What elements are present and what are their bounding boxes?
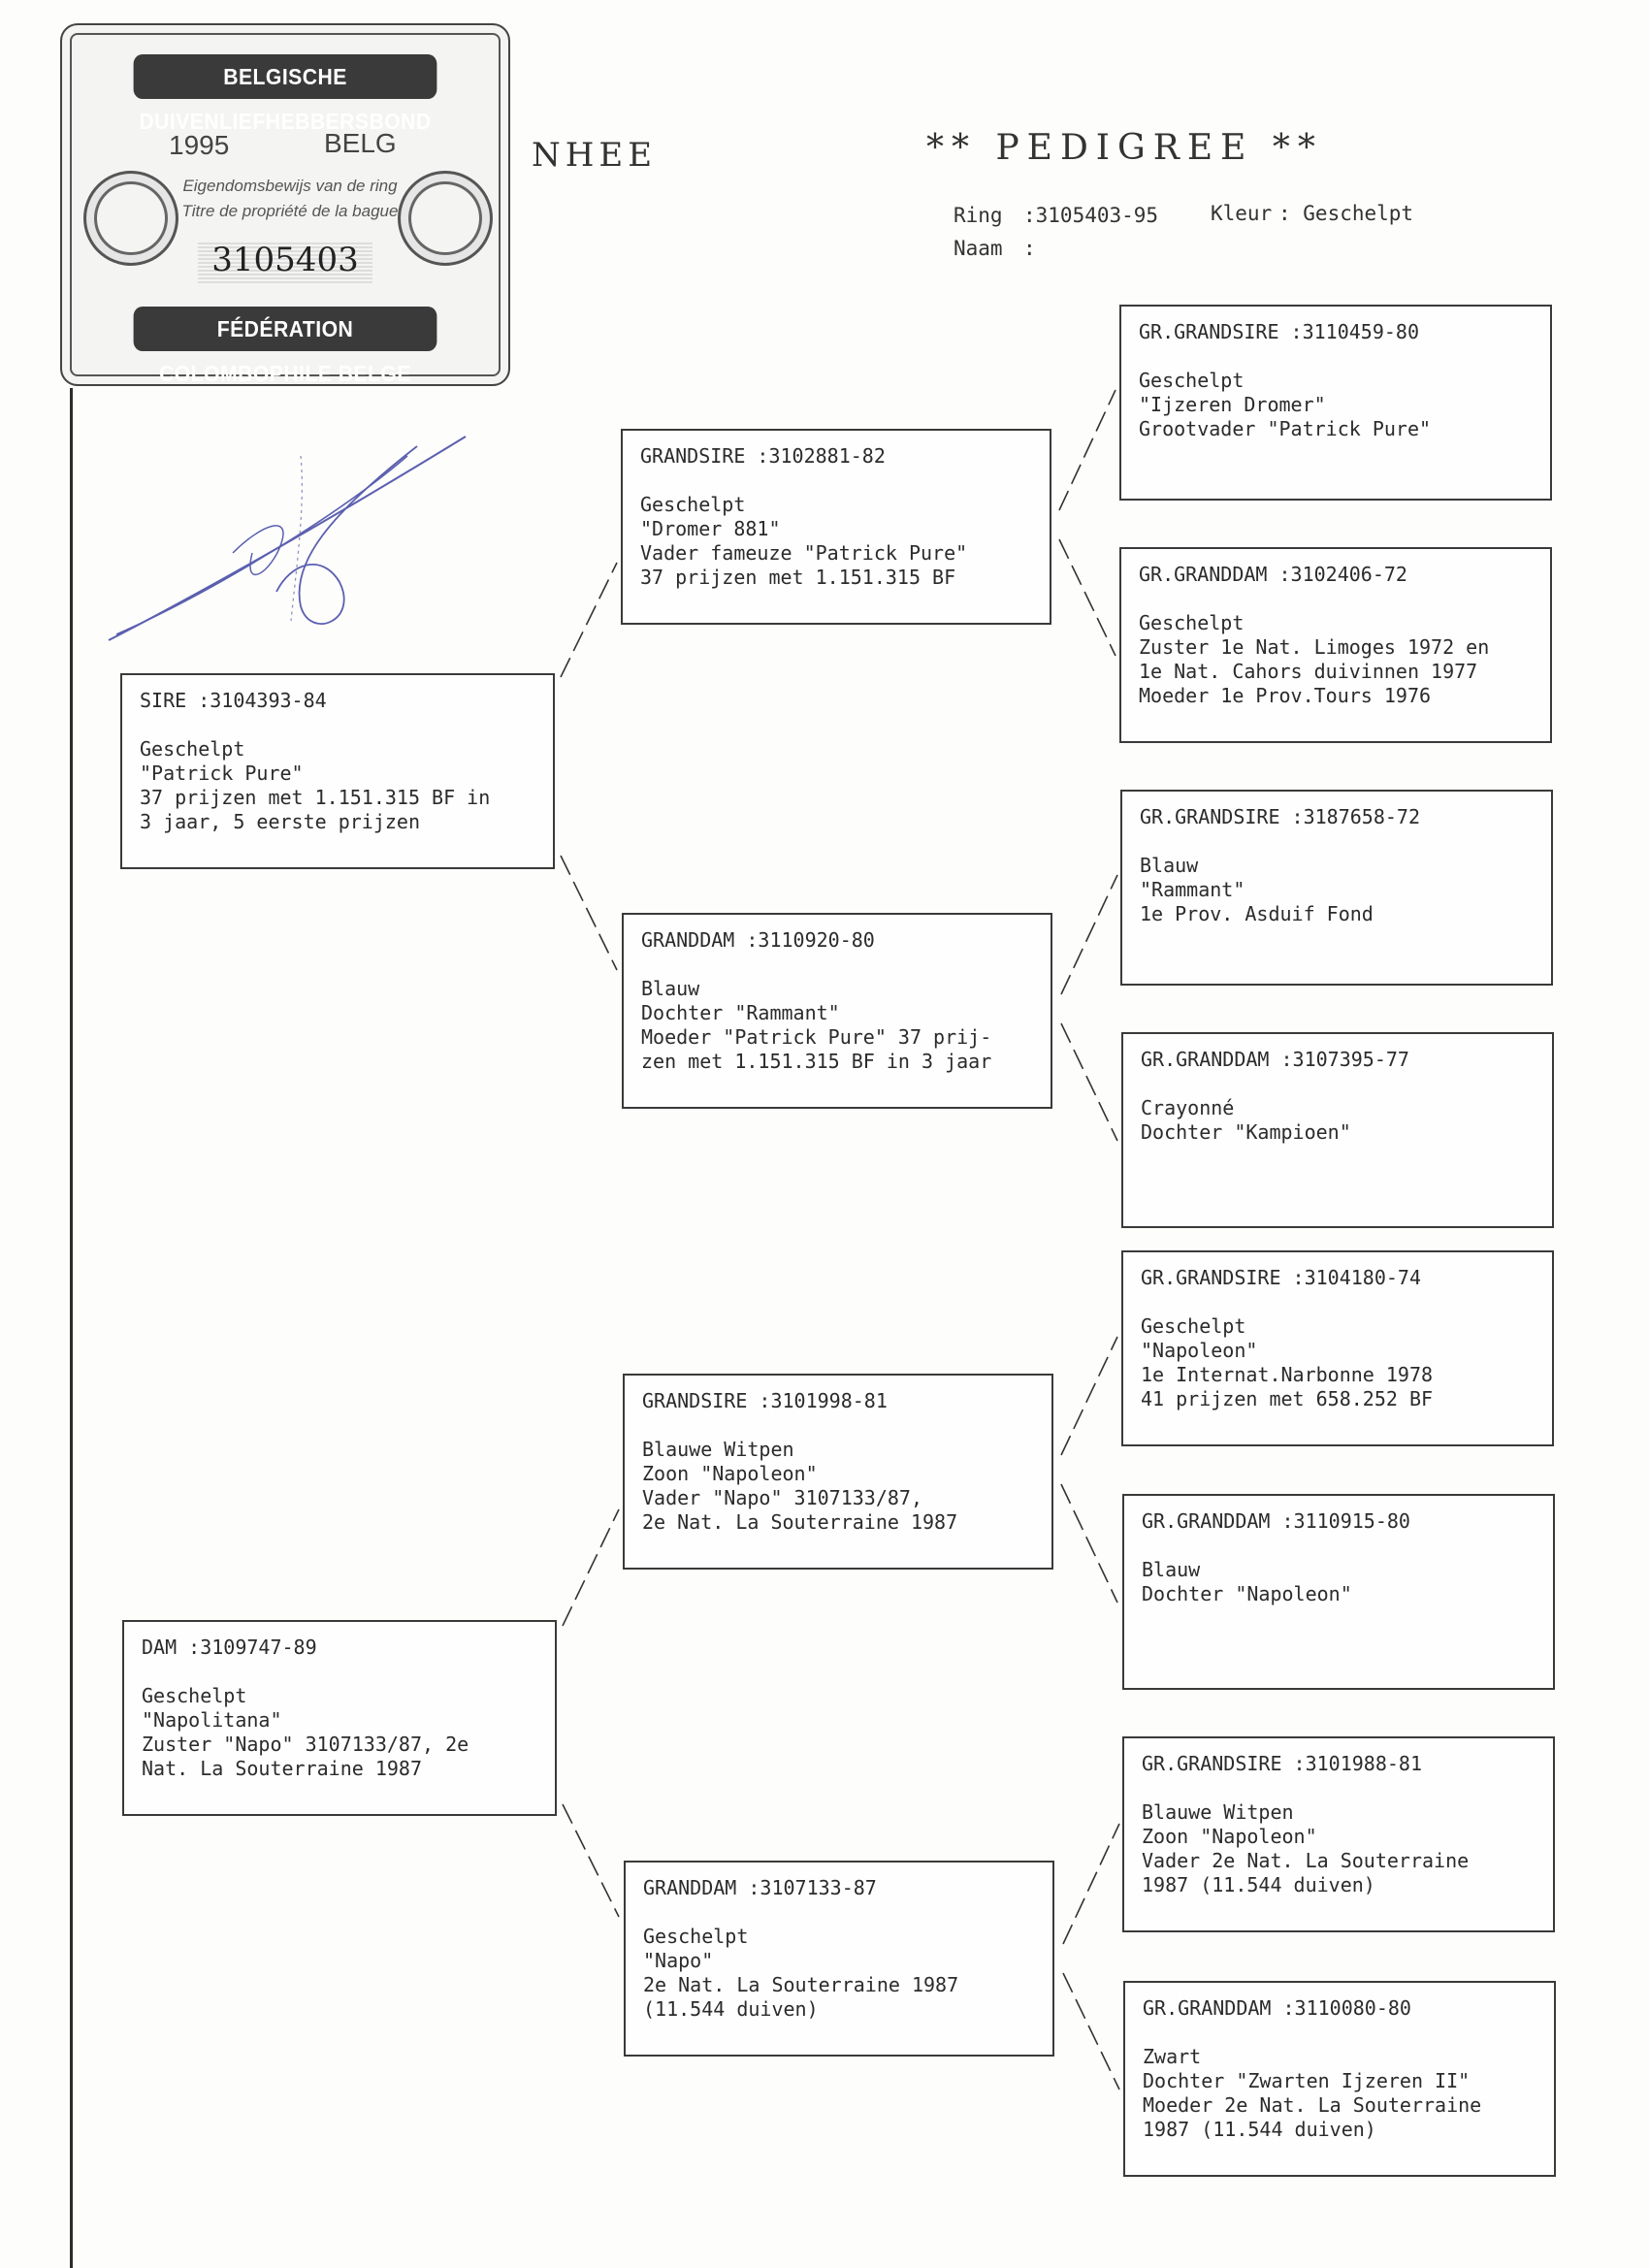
great-grandparent-line: 1e Prov. Asduif Fond: [1140, 902, 1374, 925]
granddam-line: Dochter "Rammant": [641, 1001, 840, 1024]
great-granddam-card: [1119, 547, 1552, 743]
granddam-line: Blauw: [641, 977, 700, 1000]
great-grandparent-line: Zoon "Napoleon": [1142, 1825, 1317, 1848]
great-grandparent-head: GR.GRANDSIRE :3104180-74: [1141, 1266, 1421, 1289]
grandsire-head: GRANDSIRE :3101998-81: [642, 1389, 888, 1412]
certificate-bottom-banner: FÉDÉRATION COLOMBOPHILE BELGE: [134, 307, 437, 351]
granddam-line: zen met 1.151.315 BF in 3 jaar: [641, 1050, 992, 1073]
dam-head: DAM :3109747-89: [142, 1636, 317, 1659]
great-grandsire-card: [1121, 1250, 1554, 1446]
sire-line: 37 prijzen met 1.151.315 BF in: [140, 786, 491, 809]
certificate-country: BELG: [324, 128, 397, 158]
name-value: :: [1023, 237, 1036, 260]
grandsire-line: Blauwe Witpen: [642, 1438, 794, 1461]
certificate-year: 1995: [169, 130, 230, 160]
certificate-line-dutch: Eigendomsbewijs van de ring: [182, 177, 398, 195]
great-grandparent-line: Blauwe Witpen: [1142, 1800, 1294, 1824]
great-granddam-card: [1122, 1494, 1555, 1690]
great-grandparent-line: Dochter "Kampioen": [1141, 1120, 1351, 1144]
dam-line: Geschelpt: [142, 1684, 247, 1707]
great-grandparent-line: Zwart: [1143, 2045, 1202, 2068]
great-grandparent-head: GR.GRANDSIRE :3187658-72: [1140, 805, 1420, 828]
ring-value: :3105403-95: [1023, 204, 1159, 227]
dam-line: Nat. La Souterraine 1987: [142, 1757, 422, 1780]
dam-line: Zuster "Napo" 3107133/87, 2e: [142, 1733, 469, 1756]
great-grandparent-line: Geschelpt: [1139, 611, 1245, 634]
great-grandparent-line: 1987 (11.544 duiven): [1142, 1873, 1375, 1896]
great-grandparent-line: Geschelpt: [1141, 1314, 1246, 1338]
page-title: ** PEDIGREE **: [926, 128, 1323, 168]
great-grandparent-line: Blauw: [1140, 854, 1199, 877]
great-grandparent-line: 1e Nat. Cahors duivinnen 1977: [1139, 660, 1478, 683]
name-label: Naam: [954, 237, 1003, 260]
sire-line: Geschelpt: [140, 737, 245, 761]
granddam-card: [622, 913, 1052, 1109]
great-grandparent-line: Crayonné: [1141, 1096, 1235, 1119]
great-granddam-card: [1123, 1981, 1556, 2177]
great-grandsire-card: [1120, 790, 1553, 986]
great-grandparent-head: GR.GRANDDAM :3110915-80: [1142, 1509, 1410, 1533]
great-grandsire-card: [1119, 305, 1552, 501]
great-granddam-card: [1121, 1032, 1554, 1228]
great-grandparent-line: 1e Internat.Narbonne 1978: [1141, 1363, 1434, 1386]
certificate-top-banner: BELGISCHE DUIVENLIEFHEBBERSBOND: [134, 54, 437, 99]
great-grandparent-head: GR.GRANDDAM :3110080-80: [1143, 1996, 1411, 2020]
granddam-line: Geschelpt: [643, 1925, 749, 1948]
granddam-line: (11.544 duiven): [643, 1997, 819, 2021]
color-value: : Geschelpt: [1278, 202, 1414, 225]
great-grandparent-head: GR.GRANDSIRE :3101988-81: [1142, 1752, 1422, 1775]
great-grandparent-line: Moeder 1e Prov.Tours 1976: [1139, 684, 1432, 707]
grandsire-line: 2e Nat. La Souterraine 1987: [642, 1510, 958, 1534]
dam-card: [122, 1620, 557, 1816]
granddam-head: GRANDDAM :3110920-80: [641, 928, 875, 952]
great-grandparent-line: "Ijzeren Dromer": [1139, 393, 1326, 416]
great-grandparent-line: Zuster 1e Nat. Limoges 1972 en: [1139, 635, 1490, 659]
ring-label: Ring: [954, 204, 1003, 227]
great-grandparent-line: "Napoleon": [1141, 1339, 1258, 1362]
great-grandparent-line: Dochter "Napoleon": [1142, 1582, 1352, 1605]
great-grandparent-head: GR.GRANDDAM :3102406-72: [1139, 563, 1407, 586]
certificate-line-french: Titre de propriété de la bague: [181, 202, 399, 220]
great-grandparent-line: Grootvader "Patrick Pure": [1139, 417, 1432, 440]
great-grandparent-line: Blauw: [1142, 1558, 1201, 1581]
granddam-card: [624, 1861, 1054, 2057]
grandsire-line: Zoon "Napoleon": [642, 1462, 818, 1485]
great-grandsire-card: [1122, 1736, 1555, 1932]
grandsire-card: [621, 429, 1051, 625]
sire-line: "Patrick Pure": [140, 761, 304, 785]
grandsire-head: GRANDSIRE :3102881-82: [640, 444, 886, 468]
great-grandparent-line: Moeder 2e Nat. La Souterraine: [1143, 2093, 1482, 2117]
certificate-ring-number: 3105403: [198, 241, 372, 283]
granddam-line: "Napo": [643, 1949, 714, 1972]
granddam-head: GRANDDAM :3107133-87: [643, 1876, 877, 1899]
great-grandparent-head: GR.GRANDSIRE :3110459-80: [1139, 320, 1419, 343]
grandsire-line: Geschelpt: [640, 493, 746, 516]
great-grandparent-line: Vader 2e Nat. La Souterraine: [1142, 1849, 1470, 1872]
owner-name-fragment: NHEE: [532, 136, 658, 175]
dam-line: "Napolitana": [142, 1708, 282, 1732]
grandsire-card: [623, 1374, 1053, 1570]
grandsire-line: 37 prijzen met 1.151.315 BF: [640, 566, 956, 589]
granddam-line: 2e Nat. La Souterraine 1987: [643, 1973, 959, 1996]
great-grandparent-head: GR.GRANDDAM :3107395-77: [1141, 1048, 1409, 1071]
sire-head: SIRE :3104393-84: [140, 689, 327, 712]
granddam-line: Moeder "Patrick Pure" 37 prij-: [641, 1025, 992, 1049]
great-grandparent-line: 41 prijzen met 658.252 BF: [1141, 1387, 1434, 1410]
great-grandparent-line: "Rammant": [1140, 878, 1245, 901]
grandsire-line: Vader fameuze "Patrick Pure": [640, 541, 968, 565]
grandsire-line: Vader "Napo" 3107133/87,: [642, 1486, 922, 1509]
grandsire-line: "Dromer 881": [640, 517, 781, 540]
sire-card: [120, 673, 555, 869]
great-grandparent-line: 1987 (11.544 duiven): [1143, 2118, 1376, 2141]
sire-line: 3 jaar, 5 eerste prijzen: [140, 810, 420, 833]
great-grandparent-line: Dochter "Zwarten Ijzeren II": [1143, 2069, 1471, 2092]
color-label: Kleur: [1211, 202, 1273, 225]
great-grandparent-line: Geschelpt: [1139, 369, 1245, 392]
